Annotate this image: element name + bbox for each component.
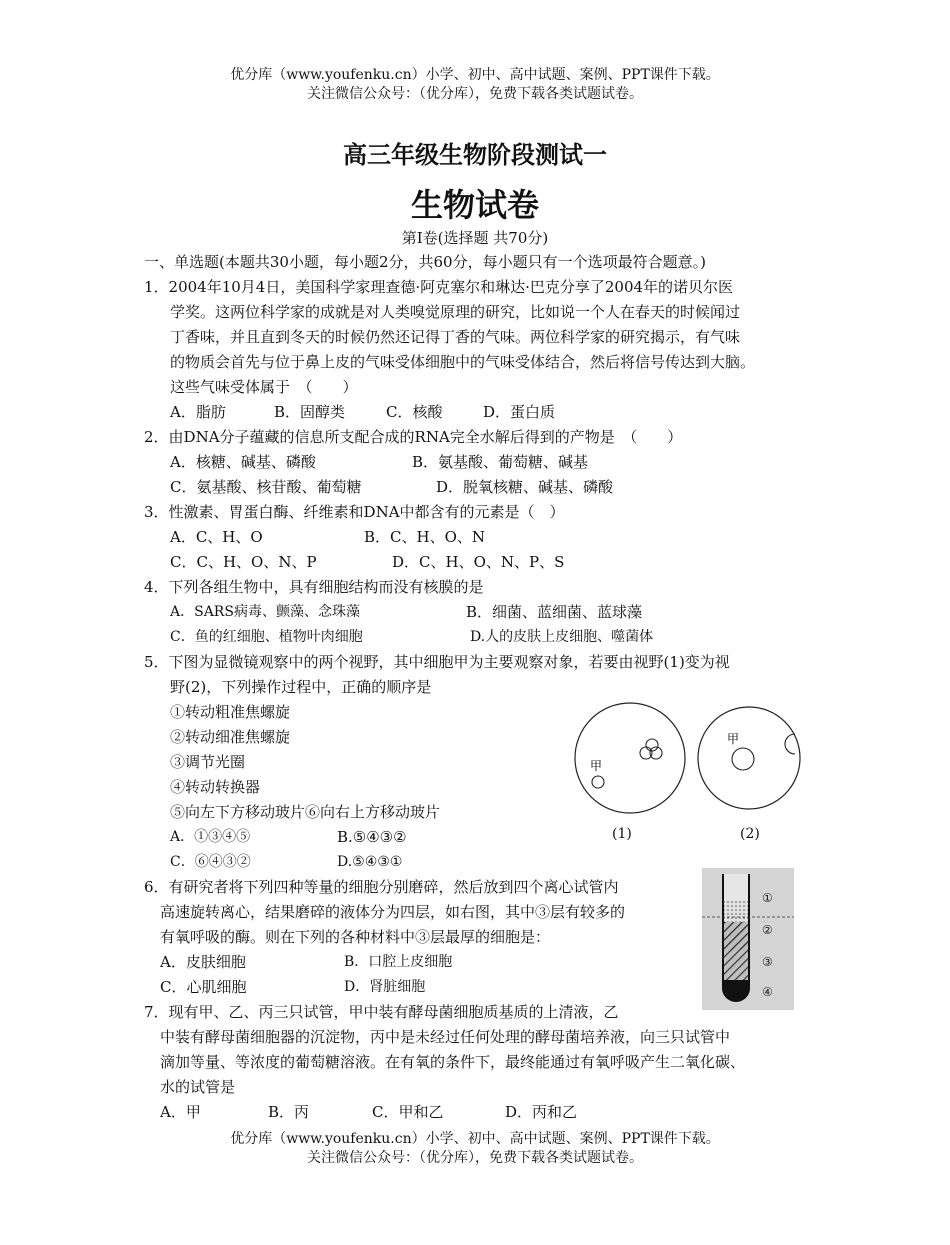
q5-line: 野(2)，下列操作过程中，正确的顺序是 bbox=[170, 678, 432, 696]
q6-option-c: C．心肌细胞 bbox=[160, 978, 247, 996]
cell-jia-label: 甲 bbox=[590, 759, 603, 773]
footer-line-2: 关注微信公众号：（优分库），免费下载各类试题试卷。 bbox=[307, 1150, 643, 1166]
q1-option-c: C．核酸 bbox=[386, 403, 443, 421]
tube-layer-1 bbox=[723, 874, 749, 900]
cell-jia-enlarged bbox=[732, 748, 754, 770]
q2-option-a: A．核糖、碱基、磷酸 bbox=[170, 453, 316, 471]
q4-stem: 4．下列各组生物中，具有细胞结构而没有核膜的是 bbox=[144, 578, 484, 596]
q1-option-d: D．蛋白质 bbox=[483, 403, 556, 421]
q7-option-a: A．甲 bbox=[160, 1103, 201, 1121]
page-footer bbox=[0, 1130, 950, 1168]
q7-option-c: C．甲和乙 bbox=[372, 1103, 444, 1121]
tube-layer-2 bbox=[723, 922, 749, 950]
q5-step: ⑤向左下方移动玻片⑥向右上方移动玻片 bbox=[170, 803, 441, 821]
field-of-view-2 bbox=[698, 707, 800, 809]
q5-step: ③调节光圈 bbox=[170, 753, 246, 771]
q2-option-d: D．脱氧核糖、碱基、磷酸 bbox=[436, 478, 614, 496]
q6-option-d: D．肾脏细胞 bbox=[344, 979, 426, 995]
q2-option-c: C．氨基酸、核苷酸、葡萄糖 bbox=[170, 478, 362, 496]
q2-stem: 2．由DNA分子蕴藏的信息所支配合成的RNA完全水解后得到的产物是 （ ） bbox=[144, 428, 683, 446]
q1-line: 这些气味受体属于 （ ） bbox=[170, 378, 358, 396]
tube-label-3: ③ bbox=[762, 955, 773, 969]
q4-option-c: C．鱼的红细胞、植物叶肉细胞 bbox=[170, 629, 363, 645]
q4-option-a: A．SARS病毒、颤藻、念珠藻 bbox=[170, 604, 360, 620]
q5-option-c: C．⑥④③② bbox=[170, 854, 251, 870]
q1-option-a: A．脂肪 bbox=[170, 403, 226, 421]
q5-step: ②转动细准焦螺旋 bbox=[170, 728, 291, 746]
header-line-2: 关注微信公众号：（优分库），免费下载各类试题试卷。 bbox=[307, 86, 643, 102]
q6-option-b: B．口腔上皮细胞 bbox=[344, 954, 453, 970]
q3-option-d: D．C、H、O、N、P、S bbox=[392, 553, 565, 571]
q4-option-b: B．细菌、蓝细菌、蓝球藻 bbox=[466, 603, 643, 621]
q3-option-c: C．C、H、O、N、P bbox=[170, 553, 317, 571]
q7-line: 水的试管是 bbox=[160, 1078, 236, 1096]
cell-jia bbox=[592, 776, 604, 788]
tube-label-4: ④ bbox=[762, 985, 773, 999]
q7-line: 7．现有甲、乙、丙三只试管，甲中装有酵母菌细胞质基质的上清液，乙 bbox=[144, 1003, 619, 1021]
figure-caption-1: (1) bbox=[612, 826, 632, 842]
q5-line: 5．下图为显微镜观察中的两个视野，其中细胞甲为主要观察对象，若要由视野(1)变为视 bbox=[144, 653, 730, 671]
tube-layer-3 bbox=[723, 950, 749, 980]
q5-option-d: D.⑤④③① bbox=[337, 854, 403, 870]
page-header bbox=[0, 66, 950, 104]
q1-line: 的物质会首先与位于鼻上皮的气味受体细胞中的气味受体结合，然后将信号传达到大脑。 bbox=[170, 353, 756, 371]
q7-option-b: B．丙 bbox=[268, 1103, 310, 1121]
q5-option-a: A．①③④⑤ bbox=[170, 829, 251, 845]
q4-option-d: D.人的皮肤上皮细胞、噬菌体 bbox=[470, 629, 654, 645]
q5-option-b: B.⑤④③② bbox=[337, 828, 407, 846]
q1-line: 丁香味，并且直到冬天的时候仍然还记得丁香的气味。两位科学家的研究揭示，有气味 bbox=[170, 328, 741, 346]
q7-line: 中装有酵母菌细胞器的沉淀物，丙中是未经过任何处理的酵母菌培养液，向三只试管中 bbox=[160, 1028, 731, 1046]
centrifuge-tube-figure bbox=[702, 868, 794, 1010]
microscope-fields-figure bbox=[560, 700, 820, 820]
section-instruction: 一、单选题(本题共30小题，每小题2分，共60分，每小题只有一个选项最符合题意。) bbox=[144, 253, 706, 271]
tube-label-1: ① bbox=[762, 891, 773, 905]
tube-label-2: ② bbox=[762, 923, 773, 937]
q6-line: 高速旋转离心，结果磨碎的液体分为四层，如右图，其中③层有较多的 bbox=[160, 903, 626, 921]
exam-subtitle: 生物试卷 bbox=[410, 186, 539, 224]
section-label: 第Ⅰ卷(选择题 共70分) bbox=[401, 229, 549, 247]
q1-line: 学奖。这两位科学家的成就是对人类嗅觉原理的研究，比如说一个人在春天的时候闻过 bbox=[170, 303, 741, 321]
q6-option-a: A．皮肤细胞 bbox=[160, 953, 246, 971]
cell-jia-label: 甲 bbox=[727, 732, 740, 746]
field-of-view-1 bbox=[575, 703, 685, 813]
q2-option-b: B．氨基酸、葡萄糖、碱基 bbox=[412, 453, 589, 471]
header-line-1: 优分库（www.youfenku.cn）小学、初中、高中试题、案例、PPT课件下载。 bbox=[230, 67, 720, 83]
q5-step: ①转动粗准焦螺旋 bbox=[170, 703, 291, 721]
q3-option-a: A．C、H、O bbox=[170, 528, 263, 546]
q6-line: 6．有研究者将下列四种等量的细胞分别磨碎，然后放到四个离心试管内 bbox=[144, 878, 619, 896]
q3-stem: 3．性激素、胃蛋白酶、纤维素和DNA中都含有的元素是（ ） bbox=[144, 503, 565, 521]
footer-line-1: 优分库（www.youfenku.cn）小学、初中、高中试题、案例、PPT课件下载。 bbox=[230, 1131, 720, 1147]
exam-title: 高三年级生物阶段测试一 bbox=[343, 140, 607, 169]
q6-line: 有氧呼吸的酶。则在下列的各种材料中③层最厚的细胞是： bbox=[160, 928, 551, 946]
partial-cell bbox=[785, 734, 795, 754]
q7-line: 滴加等量、等浓度的葡萄糖溶液。在有氧的条件下，最终能通过有氧呼吸产生二氧化碳、 bbox=[160, 1053, 746, 1071]
q7-option-d: D．丙和乙 bbox=[505, 1103, 578, 1121]
q3-option-b: B．C、H、O、N bbox=[364, 528, 486, 546]
figure-caption-2: (2) bbox=[740, 826, 760, 842]
tube-layer-1-particles bbox=[723, 900, 749, 922]
q1-line: 1．2004年10月4日，美国科学家理查德·阿克塞尔和琳达·巴克分享了2004年的诺贝尔医 bbox=[144, 278, 734, 296]
q5-step: ④转动转换器 bbox=[170, 778, 261, 796]
q1-option-b: B．固醇类 bbox=[274, 403, 346, 421]
